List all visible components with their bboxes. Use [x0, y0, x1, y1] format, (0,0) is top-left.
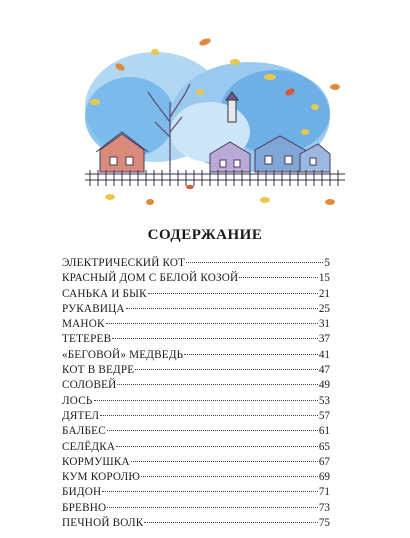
dot-leader: [144, 522, 317, 523]
toc-entry: [62, 287, 330, 302]
toc-entry: [62, 363, 330, 378]
toc-entry-title: СЕЛЁДКА: [62, 440, 116, 453]
dot-leader: [239, 277, 317, 278]
toc-entry-title: РУКАВИЦА: [62, 302, 125, 315]
toc-entry: [62, 440, 330, 455]
toc-entry-page: 67: [318, 455, 330, 468]
dot-leader: [100, 415, 318, 416]
table-of-contents: [62, 256, 330, 531]
dot-leader: [184, 354, 318, 355]
toc-entry-page: 31: [318, 318, 330, 331]
toc-entry-title: КОТ В ВЕДРЕ: [62, 364, 135, 377]
dot-leader: [102, 491, 318, 492]
toc-entry: [62, 394, 330, 409]
toc-entry: [62, 455, 330, 470]
toc-entry-page: 53: [318, 394, 330, 407]
dot-leader: [186, 262, 323, 263]
toc-entry: [62, 516, 330, 531]
toc-entry-page: 5: [324, 257, 330, 269]
dot-leader: [94, 400, 318, 401]
toc-entry-page: 47: [318, 364, 330, 377]
toc-entry-page: 69: [318, 471, 330, 484]
toc-entry-title: ДЯТЕЛ: [62, 409, 100, 422]
toc-entry-page: 37: [318, 333, 330, 346]
page-title: СОДЕРЖАНИЕ: [147, 227, 263, 243]
toc-entry-title: КРАСНЫЙ ДОМ С БЕЛОЙ КОЗОЙ: [62, 272, 239, 285]
toc-entry: [62, 348, 330, 363]
dot-leader: [116, 446, 318, 447]
dot-leader: [148, 293, 318, 294]
toc-entry: [62, 501, 330, 516]
toc-entry-title: ПЕЧНОЙ ВОЛК: [62, 517, 144, 530]
toc-entry-page: 71: [318, 486, 330, 499]
toc-entry: [62, 317, 330, 332]
village-illustration: [60, 22, 360, 217]
toc-entry-title: ЭЛЕКТРИЧЕСКИЙ КОТ: [62, 257, 186, 269]
dot-leader: [107, 430, 318, 431]
toc-entry-title: СОЛОВЕЙ: [62, 379, 117, 392]
dot-leader: [135, 369, 317, 370]
toc-entry-page: 41: [318, 348, 330, 361]
toc-entry-title: БАЛБЕС: [62, 425, 106, 438]
toc-entry-page: 57: [318, 409, 330, 422]
toc-entry: [62, 271, 330, 286]
toc-entry: [62, 332, 330, 347]
dot-leader: [131, 461, 318, 462]
toc-entry-page: 61: [318, 425, 330, 438]
toc-entry-title: КУМ КОРОЛЮ: [62, 471, 141, 484]
toc-entry-page: 75: [318, 517, 330, 530]
toc-entry-title: МАНОК: [62, 318, 105, 331]
toc-entry: [62, 409, 330, 424]
toc-entry-title: КОРМУШКА: [62, 455, 130, 468]
toc-entry-title: ТЕТЕРЕВ: [62, 333, 112, 346]
toc-entry: [62, 256, 330, 271]
toc-entry-title: ЛОСЬ: [62, 394, 93, 407]
toc-entry-page: 21: [318, 287, 330, 300]
toc-entry-page: 25: [318, 302, 330, 315]
toc-entry: [62, 470, 330, 485]
dot-leader: [126, 308, 318, 309]
toc-entry-page: 49: [318, 379, 330, 392]
dot-leader: [106, 323, 318, 324]
toc-entry-title: САНЬКА И БЫК: [62, 287, 147, 300]
toc-entry: [62, 302, 330, 317]
toc-entry-title: БРЕВНО: [62, 501, 107, 514]
dot-leader: [107, 507, 318, 508]
toc-entry-title: «БЕГОВОЙ» МЕДВЕДЬ: [62, 348, 184, 361]
toc-entry: [62, 424, 330, 439]
toc-entry: [62, 485, 330, 500]
toc-entry-title: БИДОН: [62, 486, 102, 499]
toc-entry-page: 65: [318, 440, 330, 453]
dot-leader: [117, 384, 317, 385]
dot-leader: [141, 476, 318, 477]
toc-entry-page: 73: [318, 501, 330, 514]
toc-entry: [62, 378, 330, 393]
toc-entry-page: 15: [318, 272, 330, 285]
dot-leader: [112, 338, 318, 339]
